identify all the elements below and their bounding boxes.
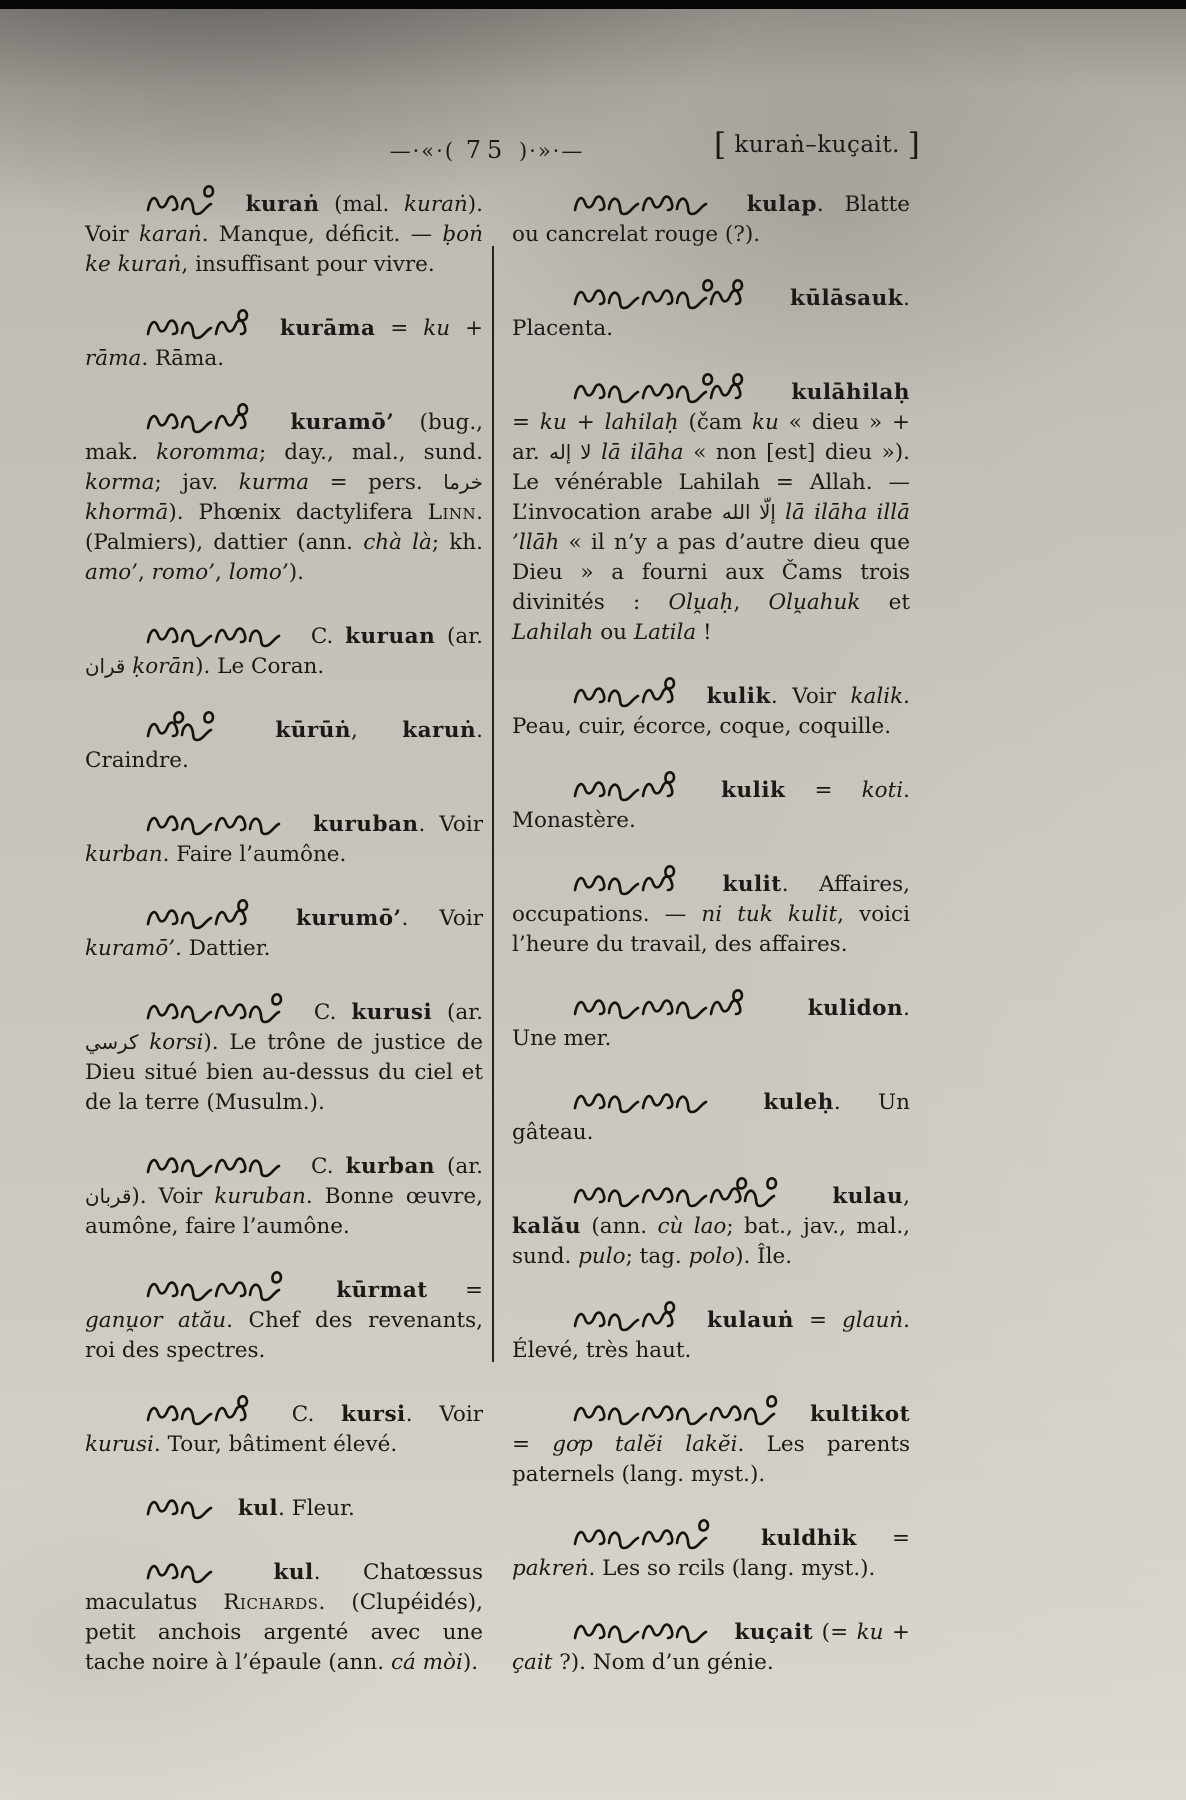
entry-text: kuraṅ (mal. kuraṅ). Voir karaṅ. Manque, déficit. — ḅoṅ ke kuraṅ, insuffisant pour vivre.: [85, 192, 483, 277]
cham-script-glyphs: [143, 1392, 255, 1430]
entry-kurama: [85, 306, 483, 374]
entry-text: kuçait (= ku + çait ?). Nom d’un génie.: [512, 1620, 910, 1675]
entry-text: kulik. Voir kalik. Peau, cuir, écorce, coque, coquille.: [512, 684, 910, 739]
cham-script-glyphs: [143, 896, 255, 934]
cham-script-glyphs: [143, 802, 289, 840]
cham-script-glyphs: [570, 1174, 784, 1212]
entry-text: C. kursi. Voir kurusi. Tour, bâtiment élevé.: [85, 1402, 484, 1457]
cham-script-glyphs: [143, 400, 255, 438]
entry-text: kulau, kalău (ann. cù lao; bat., jav., mal., sund. pulo; tag. polo). Île.: [512, 1184, 911, 1269]
cham-script-glyphs: [143, 306, 255, 344]
cham-script-glyphs: [143, 990, 289, 1028]
entry-text: kūrmat = ganu̯or atău. Chef des revenants, roi des spectres.: [85, 1278, 483, 1363]
cham-script-glyphs: [570, 1516, 716, 1554]
cham-script-glyphs: [570, 674, 682, 712]
header-word-range: [714, 127, 920, 163]
entry-text: kultikot = gơp talĕi lakĕi. Les parents paternels (lang. myst.).: [512, 1402, 910, 1487]
entry-text: kuleḥ. Un gâteau.: [512, 1090, 910, 1145]
page-number: 75: [465, 136, 509, 164]
entry-text: kulap. Blatte ou cancrelat rouge (?).: [512, 192, 910, 247]
entry-text: kuruban. Voir kurban. Faire l’aumône.: [85, 812, 483, 867]
entry-kuramo: [85, 400, 483, 588]
right-column: [512, 182, 910, 1704]
bracket-left: [: [714, 127, 727, 163]
entry-text: kul. Chatœssus maculatus Richards. (Clupéidés), petit anchois argenté avec une tache noire à l’épaule (ann. cá mòi).: [85, 1560, 483, 1675]
cham-script-glyphs: [570, 986, 750, 1024]
entry-kurmat: [85, 1268, 483, 1366]
entry-kurusi: [85, 990, 483, 1118]
cham-script-glyphs: [143, 1268, 289, 1306]
entry-kurumo: [85, 896, 483, 964]
cham-script-glyphs: [143, 1486, 221, 1524]
entry-kucait: [512, 1610, 910, 1678]
bracket-right: ]: [907, 127, 921, 163]
entry-kulasauk: [512, 276, 910, 344]
entry-text: kurāma = ku + rāma. Rāma.: [85, 316, 483, 371]
entry-text: kulidon. Une mer.: [512, 996, 910, 1051]
entry-text: kulauṅ = glauṅ. Élevé, très haut.: [512, 1308, 910, 1363]
left-column: [85, 182, 483, 1704]
entry-text: kulāhilaḥ = ku + lahilaḥ (čam ku « dieu » + ar. لا إله lā ilāha « non [est] dieu »). Le vénérable Lahilah = Allah. — L’invocation arabe إلّا الله lā ilāha illā ’llāh « il n’y a pas d’autre dieu que Dieu » a fourni aux Čams trois divinités : Olu̯aḥ, Olu̯ahuk et Lahilah ou Latila !: [512, 380, 911, 645]
entry-text: C. kurban (ar. قربان). Voir kuruban. Bonne œuvre, aumône, faire l’aumône.: [85, 1154, 483, 1239]
entry-kuruban: [85, 802, 483, 870]
cham-script-glyphs: [570, 1298, 682, 1336]
entry-kulit: [512, 862, 910, 960]
cham-script-glyphs: [570, 276, 750, 314]
entry-kulap: [512, 182, 910, 250]
entry-text: kulik = koti. Monastère.: [512, 778, 910, 833]
entry-kurban: [85, 1144, 483, 1242]
entry-kulik-1: [512, 674, 910, 742]
entry-kuleh: [512, 1080, 910, 1148]
entry-text: kuldhik = pakreṅ. Les so rcils (lang. myst.).: [512, 1526, 910, 1581]
entry-text: C. kurusi (ar. كرسي korsi). Le trône de justice de Dieu situé bien au-dessus du ciel et de la terre (Musulm.).: [85, 1000, 483, 1115]
entry-kulahilah: [512, 370, 910, 648]
page-number-ornament: [372, 136, 602, 164]
cham-script-glyphs: [143, 614, 289, 652]
entry-kul-2: [85, 1550, 483, 1678]
entry-text: C. kuruan (ar. قران ḳorān). Le Coran.: [85, 624, 483, 679]
entry-kuran-1: [85, 182, 483, 280]
cham-script-glyphs: [570, 1610, 716, 1648]
word-range-text: kuraṅ–kuçait.: [734, 132, 900, 158]
entry-text: kurumō’. Voir kuramō’. Dattier.: [85, 906, 483, 961]
entry-kultikot: [512, 1392, 910, 1490]
entry-kul-1: [85, 1486, 483, 1524]
cham-script-glyphs: [570, 1392, 784, 1430]
entry-kulidon: [512, 986, 910, 1054]
entry-kursi: [85, 1392, 483, 1460]
entry-kurun: [85, 708, 483, 776]
entry-text: kuramō’ (bug., mak. koromma; day., mal., sund. korma; jav. kurma = pers. خرما khormā). Phœnix dactylifera Linn. (Palmiers), dattier (ann. chà là; kh. amo’, romo’, lomo’).: [85, 410, 484, 585]
cham-script-glyphs: [143, 182, 221, 220]
cham-script-glyphs: [570, 1080, 716, 1118]
entry-text: kul. Fleur.: [237, 1496, 355, 1521]
cham-script-glyphs: [143, 1144, 289, 1182]
scan-top-edge: [0, 0, 1186, 9]
entry-kulau: [512, 1174, 910, 1272]
entry-kulaun: [512, 1298, 910, 1366]
column-divider-rule: [492, 246, 494, 1362]
entry-text: kūrūṅ, karuṅ. Craindre.: [85, 718, 483, 773]
cham-script-glyphs: [143, 1550, 221, 1588]
entry-text: kulit. Affaires, occupations. — ni tuk kulit, voici l’heure du travail, des affaires.: [512, 872, 910, 957]
entry-kulik-2: [512, 768, 910, 836]
entry-kuruan: [85, 614, 483, 682]
entry-text: kūlāsauk. Placenta.: [512, 286, 910, 341]
cham-script-glyphs: [570, 768, 682, 806]
cham-script-glyphs: [570, 370, 750, 408]
cham-script-glyphs: [143, 708, 221, 746]
cham-script-glyphs: [570, 182, 716, 220]
cham-script-glyphs: [570, 862, 682, 900]
ornament-left: —·«·(: [389, 139, 456, 163]
ornament-right: )·»·—: [518, 139, 585, 163]
entry-kuldhik: [512, 1516, 910, 1584]
